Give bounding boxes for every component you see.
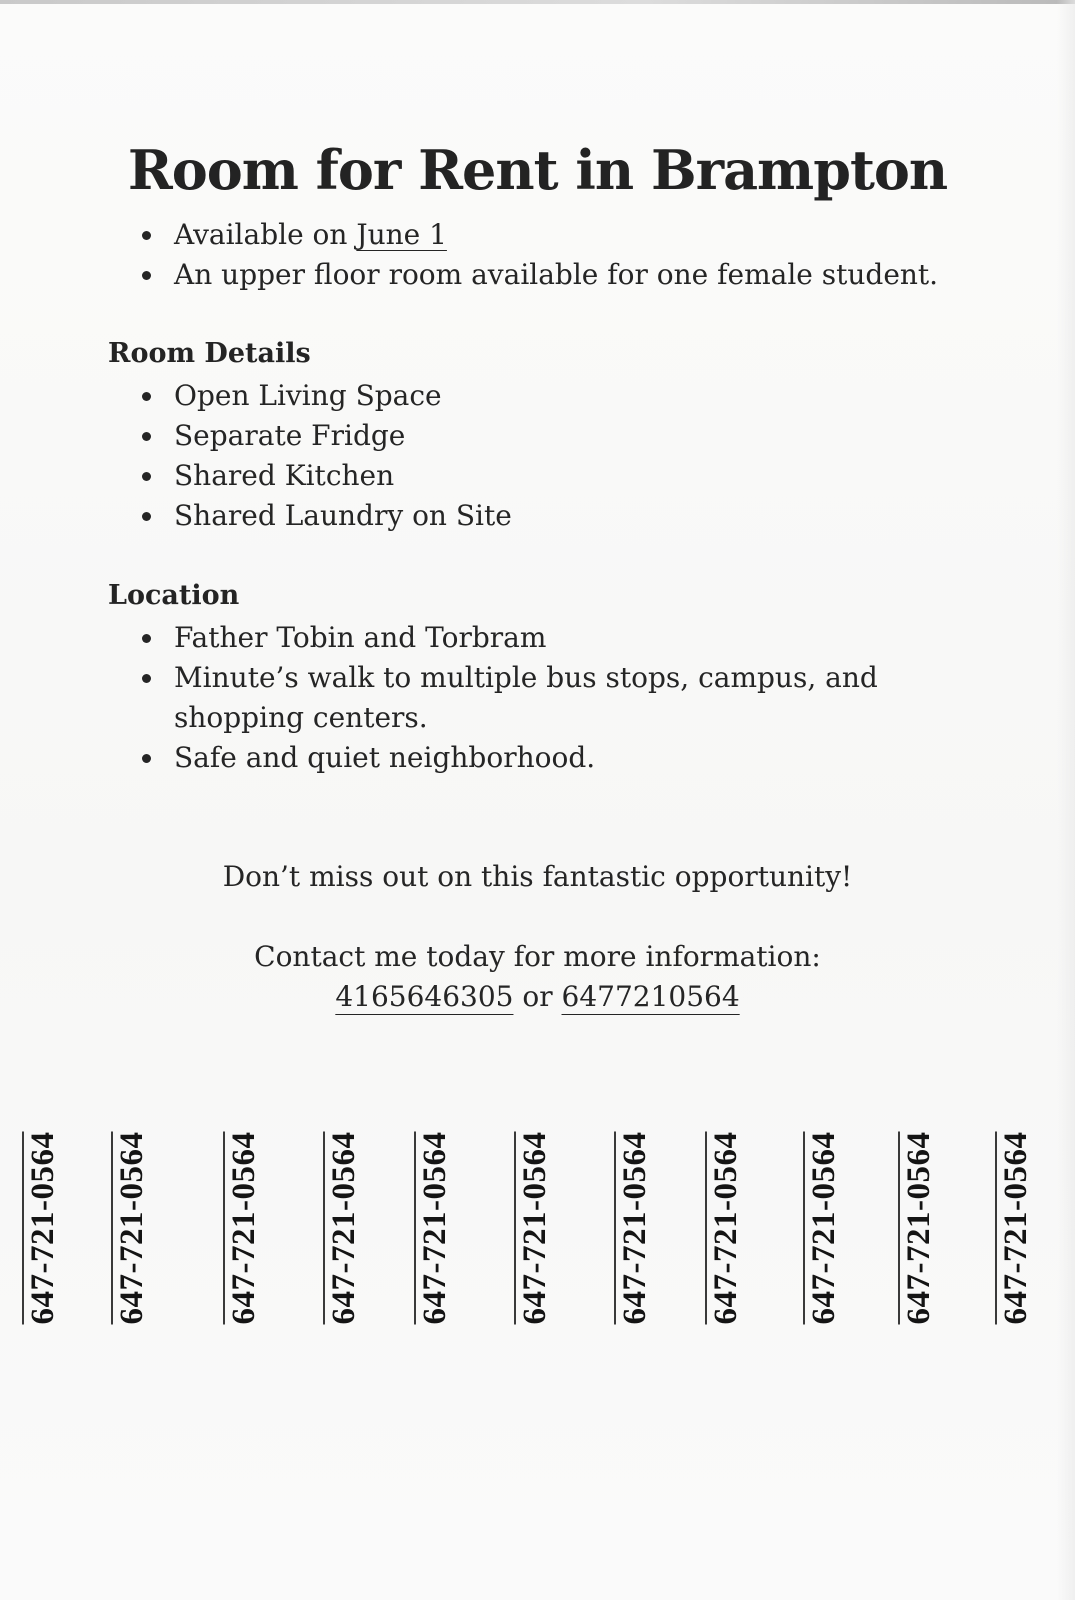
intro-list	[142, 215, 938, 295]
tear-off-tab[interactable]	[613, 1110, 653, 1346]
tear-off-phone: 647-721-0564	[514, 1132, 552, 1325]
phone-link-1[interactable]: 4165646305	[335, 980, 514, 1013]
tear-off-tab[interactable]	[513, 1110, 553, 1346]
contact-phones	[0, 980, 1075, 1013]
tear-off-phone: 647-721-0564	[995, 1132, 1033, 1325]
room-detail-item: Open Living Space	[142, 376, 512, 416]
room-note-item: An upper floor room available for one female student.	[142, 255, 938, 295]
call-to-action: Don’t miss out on this fantastic opportunity!	[222, 860, 853, 893]
tear-off-tab[interactable]	[704, 1110, 744, 1346]
tear-off-tab[interactable]	[21, 1110, 61, 1346]
room-detail-item: Shared Kitchen	[142, 456, 512, 496]
tear-off-phone: 647-721-0564	[414, 1132, 452, 1325]
room-detail-item: Separate Fridge	[142, 416, 512, 456]
tear-off-phone: 647-721-0564	[223, 1132, 261, 1325]
location-heading: Location	[108, 580, 240, 611]
availability-date: June 1	[356, 218, 447, 251]
tear-off-tab[interactable]	[802, 1110, 842, 1346]
tear-off-phone: 647-721-0564	[803, 1132, 841, 1325]
tear-off-tab[interactable]	[322, 1110, 362, 1346]
tear-off-tab[interactable]	[110, 1110, 150, 1346]
location-item: Father Tobin and Torbram	[142, 618, 974, 658]
room-details-heading: Room Details	[108, 338, 311, 369]
tear-off-phone: 647-721-0564	[614, 1132, 652, 1325]
tear-off-phone: 647-721-0564	[898, 1132, 936, 1325]
phone-separator: or	[513, 980, 562, 1013]
flyer-title: Room for Rent in Brampton	[127, 138, 948, 202]
location-list	[142, 618, 974, 778]
tear-off-tab[interactable]	[897, 1110, 937, 1346]
room-detail-item: Shared Laundry on Site	[142, 496, 512, 536]
tear-off-tab[interactable]	[994, 1110, 1034, 1346]
tear-off-phone: 647-721-0564	[323, 1132, 361, 1325]
tear-off-phone: 647-721-0564	[111, 1132, 149, 1325]
paper-right-edge	[1057, 0, 1075, 1600]
location-item: Minute’s walk to multiple bus stops, campus, and shopping centers.	[142, 658, 974, 738]
phone-link-2[interactable]: 6477210564	[561, 980, 740, 1013]
availability-label: Available on	[174, 218, 357, 251]
location-item: Safe and quiet neighborhood.	[142, 738, 974, 778]
tear-off-tab[interactable]	[222, 1110, 262, 1346]
availability-item	[142, 215, 938, 255]
tear-off-phone: 647-721-0564	[705, 1132, 743, 1325]
room-details-list	[142, 376, 512, 536]
tear-off-tab[interactable]	[413, 1110, 453, 1346]
paper-top-edge	[0, 0, 1075, 4]
contact-line: Contact me today for more information:	[254, 940, 821, 973]
tear-off-phone: 647-721-0564	[22, 1132, 60, 1325]
